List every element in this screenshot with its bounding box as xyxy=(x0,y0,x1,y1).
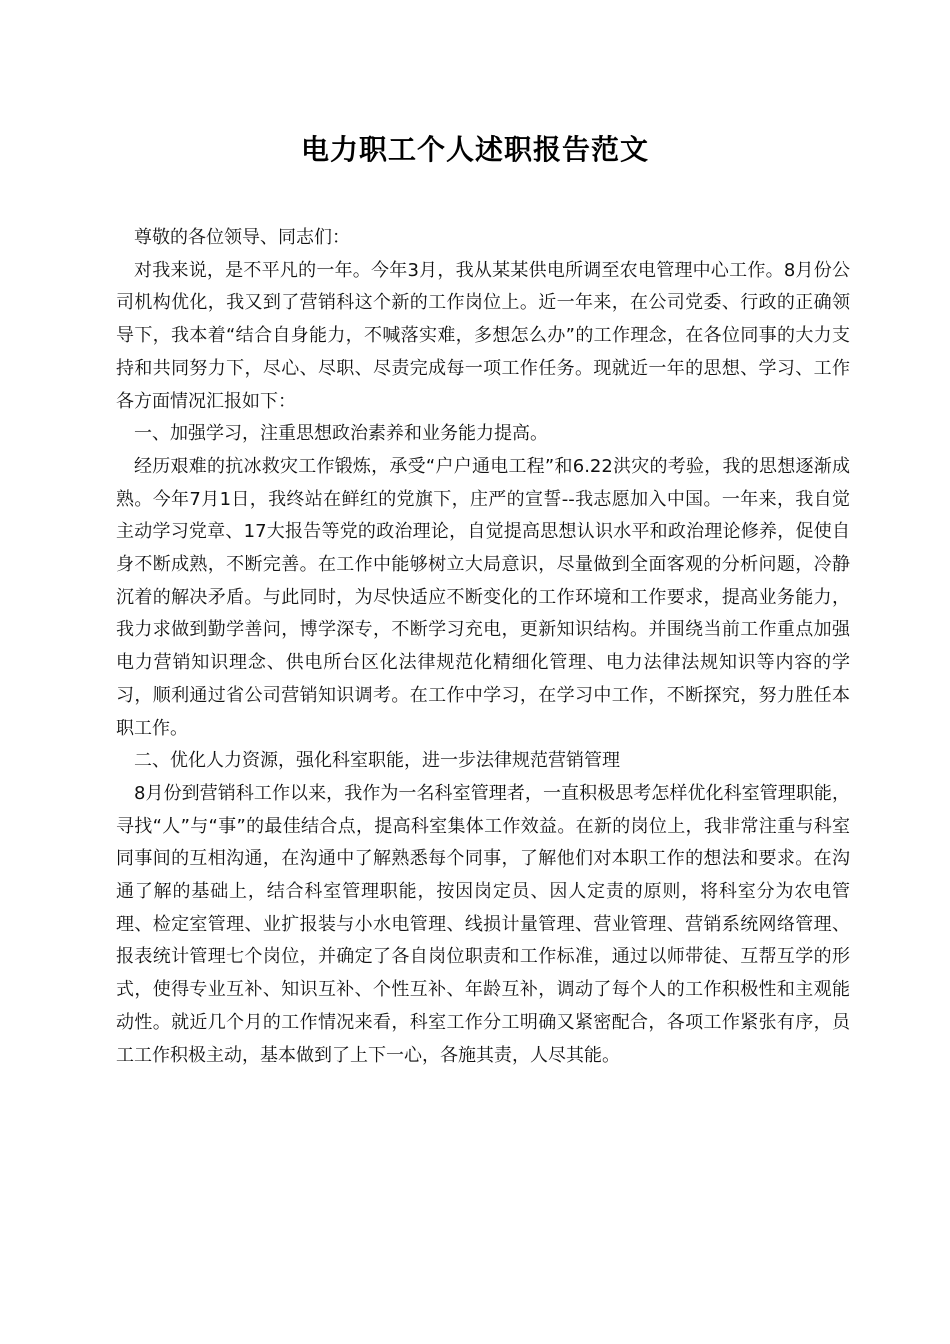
section-heading-2: 二、优化人力资源，强化科室职能，进一步法律规范营销管理 xyxy=(134,750,620,772)
document-title: 电力职工个人述职报告范文 xyxy=(300,133,649,166)
section-heading-1: 一、加强学习，注重思想政治素养和业务能力提高。 xyxy=(134,423,548,445)
document-body xyxy=(116,222,850,1072)
salutation-paragraph: 尊敬的各位领导、同志们： xyxy=(134,227,350,248)
section-1-paragraph: 经历艰难的抗冰救灾工作锻炼，承受“户户通电工程”和6.22洪灾的考验，我的思想逐渐成熟。今年7月1日，我终站在鲜红的党旗下，庄严的宣誓--我志愿加入中国。一年来，我自觉主动学习党章、17大报告等党的政治理论，自觉提高思想认识水平和政治理论修养，促使自身不断成熟，不断完善。在工作中能够树立大局意识，尽量做到全面客观的分析问题，冷静沉着的解决矛盾。与此同时，为尽快适应不断变化的工作环境和工作要求，提高业务能力，我力求做到勤学善问，博学深专，不断学习充电，更新知识结构。并围绕当前工作重点加强电力营销知识理念、供电所台区化法律规范化精细化管理、电力法律法规知识等内容的学习，顺利通过省公司营销知识调考。在工作中学习，在学习中工作，不断探究，努力胜任本职工作。 xyxy=(116,455,850,739)
intro-paragraph: 对我来说，是不平凡的一年。今年3月，我从某某供电所调至农电管理中心工作。8月份公司机构优化，我又到了营销科这个新的工作岗位上。近一年来，在公司党委、行政的正确领导下，我本着“结合自身能力，不喊落实难，多想怎么办”的工作理念，在各位同事的大力支持和共同努力下，尽心、尽职、尽责完成每一项工作任务。现就近一年的思想、学习、工作各方面情况汇报如下： xyxy=(116,259,850,412)
section-2-paragraph: 8月份到营销科工作以来，我作为一名科室管理者，一直积极思考怎样优化科室管理职能，寻找“人”与“事”的最佳结合点，提高科室集体工作效益。在新的岗位上，我非常注重与科室同事间的互相沟通，在沟通中了解熟悉每个同事，了解他们对本职工作的想法和要求。在沟通了解的基础上，结合科室管理职能，按因岗定员、因人定责的原则，将科室分为农电管理、检定室管理、业扩报装与小水电管理、线损计量管理、营业管理、营销系统网络管理、报表统计管理七个岗位，并确定了各自岗位职责和工作标准，通过以师带徒、互帮互学的形式，使得专业互补、知识互补、个性互补、年龄互补，调动了每个人的工作积极性和主观能动性。就近几个月的工作情况来看，科室工作分工明确又紧密配合，各项工作紧张有序，员工工作积极主动，基本做到了上下一心，各施其责，人尽其能。 xyxy=(116,782,850,1066)
